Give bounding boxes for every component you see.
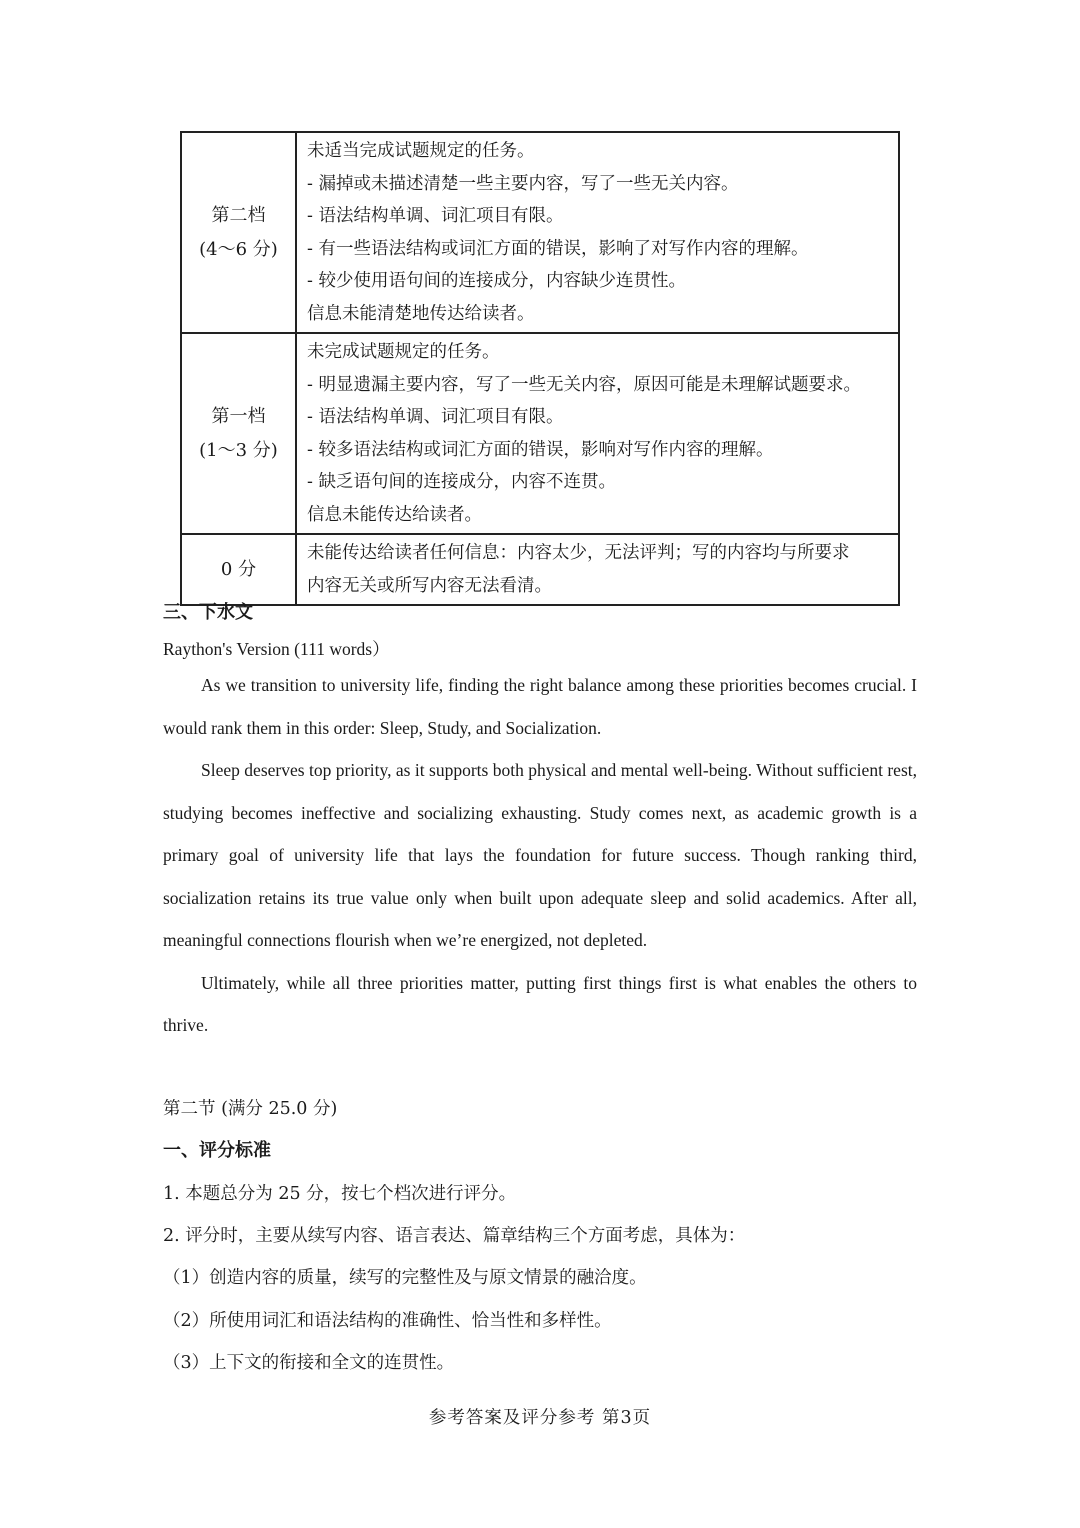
scoring-item: 2. 评分时，主要从续写内容、语言表达、篇章结构三个方面考虑，具体为： [163,1226,746,1246]
rubric-row-level-1 [181,333,899,534]
criteria-line: - 有一些语法结构或词汇方面的错误，影响了对写作内容的理解。 [307,238,809,259]
rubric-description-cell [296,534,899,605]
essay-version-label: Raython's Version (111 words） [163,639,390,659]
criteria-line: 未完成试题规定的任务。 [307,342,500,362]
level-score-range: (1～3 分) [199,439,278,461]
section-title: 第二节 (满分 25.0 分) [163,1099,338,1119]
model-essay [163,664,917,1047]
scoring-item: （1）创造内容的质量，续写的完整性及与原文情景的融洽度。 [163,1268,647,1288]
rubric-level-cell [181,333,296,534]
scoring-item: （2）所使用词汇和语法结构的准确性、恰当性和多样性。 [163,1311,612,1331]
criteria-line: - 较多语法结构或词汇方面的错误，影响对写作内容的理解。 [307,439,774,460]
level-name: 第一档 [211,405,266,427]
page-footer: 参考答案及评分参考 第3页 [428,1408,652,1428]
essay-paragraph: Sleep deserves top priority, as it supports both physical and mental well-being. Without sufficient rest, studying becomes ineffective and socializing exhausting. Study comes next, as academic growth is a primary goal of university life that lays the foundation for future success. Though ranking third, socialization retains its true value only when built upon adequate sleep and solid academics. After all, meaningful connections flourish when we’re energized, not depleted. [163,760,917,950]
essay-paragraph: Ultimately, while all three priorities matter, putting first things first is what enables the others to thrive. [163,972,917,1035]
criteria-line: - 缺乏语句间的连接成分，内容不连贯。 [307,472,616,492]
criteria-line: - 明显遗漏主要内容，写了一些无关内容，原因可能是未理解试题要求。 [307,374,861,395]
level-name: 第二档 [211,204,266,226]
rubric-table [180,131,900,606]
scoring-item: 1. 本题总分为 25 分，按七个档次进行评分。 [163,1184,517,1204]
scoring-item: （3）上下文的衔接和全文的连贯性。 [163,1353,455,1373]
criteria-line: - 语法结构单调、词汇项目有限。 [307,407,564,427]
criteria-line: 信息未能传达给读者。 [307,504,482,525]
section-heading: 三、下水文 [163,602,253,623]
rubric-description-cell [296,333,899,534]
rubric-level-cell [181,534,296,605]
rubric-row-level-2 [181,132,899,333]
criteria-line: 内容无关或所写内容无法看清。 [307,575,552,596]
section-heading: 一、评分标准 [163,1140,271,1161]
rubric-row-level-0 [181,534,899,605]
rubric-level-cell [181,132,296,333]
level-score-range: (4～6 分) [199,238,278,260]
criteria-line: - 较少使用语句间的连接成分，内容缺少连贯性。 [307,271,686,291]
level-name: 0 分 [220,558,257,580]
rubric-description-cell [296,132,899,333]
criteria-line: - 语法结构单调、词汇项目有限。 [307,206,564,226]
criteria-line: 信息未能清楚地传达给读者。 [307,303,535,324]
essay-paragraph: As we transition to university life, finding the right balance among these priorities becomes crucial. I would rank them in this order: Sleep, Study, and Socialization. [163,675,917,738]
criteria-line: - 漏掉或未描述清楚一些主要内容，写了一些无关内容。 [307,173,739,194]
criteria-line: 未能传达给读者任何信息：内容太少，无法评判；写的内容均与所要求 [307,543,850,563]
criteria-line: 未适当完成试题规定的任务。 [307,141,535,161]
